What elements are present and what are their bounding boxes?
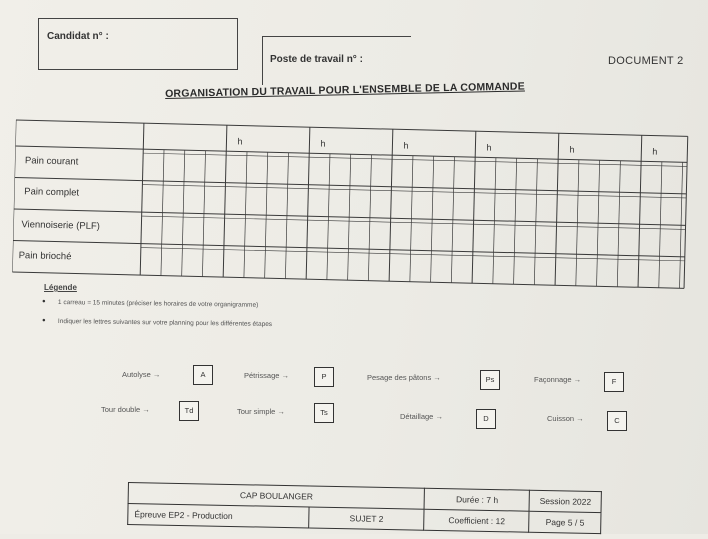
step-code-pesage: Ps: [480, 370, 500, 390]
hour-label-1[interactable]: h: [237, 136, 243, 147]
row-label-pain-complet: Pain complet: [24, 186, 80, 199]
row-label-pain-brioche: Pain brioché: [18, 250, 72, 263]
step-label-pesage: Pesage des pâtons →: [367, 373, 441, 382]
step-code-autolyse: A: [193, 365, 213, 385]
footer-page: Page 5 / 5: [529, 511, 601, 533]
grid-hour-line: [223, 125, 227, 277]
step-code-detaillage: D: [476, 409, 496, 429]
grid-row-line: [15, 177, 687, 193]
step-label-autolyse: Autolyse →: [122, 370, 161, 379]
document-reference: DOCUMENT 2: [608, 55, 684, 67]
grid-hour-line: [472, 131, 476, 283]
footer-subject: SUJET 2: [309, 507, 425, 530]
grid-hour-line: [306, 127, 310, 279]
hour-label-5[interactable]: h: [569, 144, 575, 155]
grid-row-subline: [143, 153, 687, 166]
hour-label-4[interactable]: h: [486, 142, 492, 153]
footer-exam: CAP BOULANGER: [128, 483, 425, 510]
footer-session: Session 2022: [529, 490, 601, 512]
step-code-faconnage: F: [604, 372, 624, 392]
step-label-petrissage: Pétrissage →: [244, 371, 290, 380]
legend-bullet-letters: ● Indiquer les lettres suivantes sur votre planning pour les différentes étapes: [58, 318, 272, 328]
step-label-cuisson: Cuisson →: [547, 414, 584, 423]
step-label-tour-simple: Tour simple →: [237, 407, 285, 416]
grid-row-line: [12, 272, 684, 288]
footer-test: Épreuve EP2 - Production: [128, 504, 309, 528]
step-code-tour-simple: Ts: [314, 403, 334, 423]
grid-hour-line: [140, 123, 144, 275]
workstation-label: Poste de travail n° :: [270, 54, 363, 65]
hour-label-2[interactable]: h: [320, 138, 326, 149]
legend-title: Légende: [44, 283, 77, 292]
grid-hour-line: [638, 135, 642, 287]
grid-row-subline: [142, 185, 686, 198]
footer-coefficient: Coefficient : 12: [424, 509, 529, 532]
planning-grid: [12, 118, 708, 315]
step-code-petrissage: P: [314, 367, 334, 387]
grid-hour-line: [389, 129, 393, 281]
grid-row-line: [14, 209, 686, 225]
grid-top-border: [16, 120, 688, 136]
grid-right-border: [684, 136, 688, 288]
exam-footer-table: [127, 482, 602, 534]
step-label-faconnage: Façonnage →: [534, 375, 582, 384]
grid-left-border: [12, 120, 16, 272]
footer-duration: Durée : 7 h: [424, 488, 529, 511]
hour-label-6[interactable]: h: [652, 146, 658, 157]
grid-row-line: [13, 240, 685, 256]
row-label-viennoiserie: Viennoiserie (PLF): [21, 219, 101, 233]
page-title: ORGANISATION DU TRAVAIL POUR L'ENSEMBLE DE LA COMMANDE: [165, 80, 525, 100]
step-label-tour-double: Tour double →: [101, 405, 150, 414]
grid-row-subline: [142, 216, 686, 229]
candidate-number-box[interactable]: [38, 18, 238, 70]
legend-bullet-scale: ● 1 carreau = 15 minutes (préciser les horaires de votre organigramme): [58, 299, 258, 309]
step-code-tour-double: Td: [179, 401, 199, 421]
candidate-label: Candidat n° :: [47, 31, 109, 42]
hour-label-3[interactable]: h: [403, 140, 409, 151]
grid-row-line: [15, 146, 687, 162]
exam-footer: [127, 482, 602, 539]
step-code-cuisson: C: [607, 411, 627, 431]
step-label-detaillage: Détaillage →: [400, 412, 443, 421]
grid-hour-line: [555, 133, 559, 285]
row-label-pain-courant: Pain courant: [24, 155, 79, 168]
planning-grid-lines: [12, 118, 708, 315]
grid-row-subline: [141, 248, 685, 261]
